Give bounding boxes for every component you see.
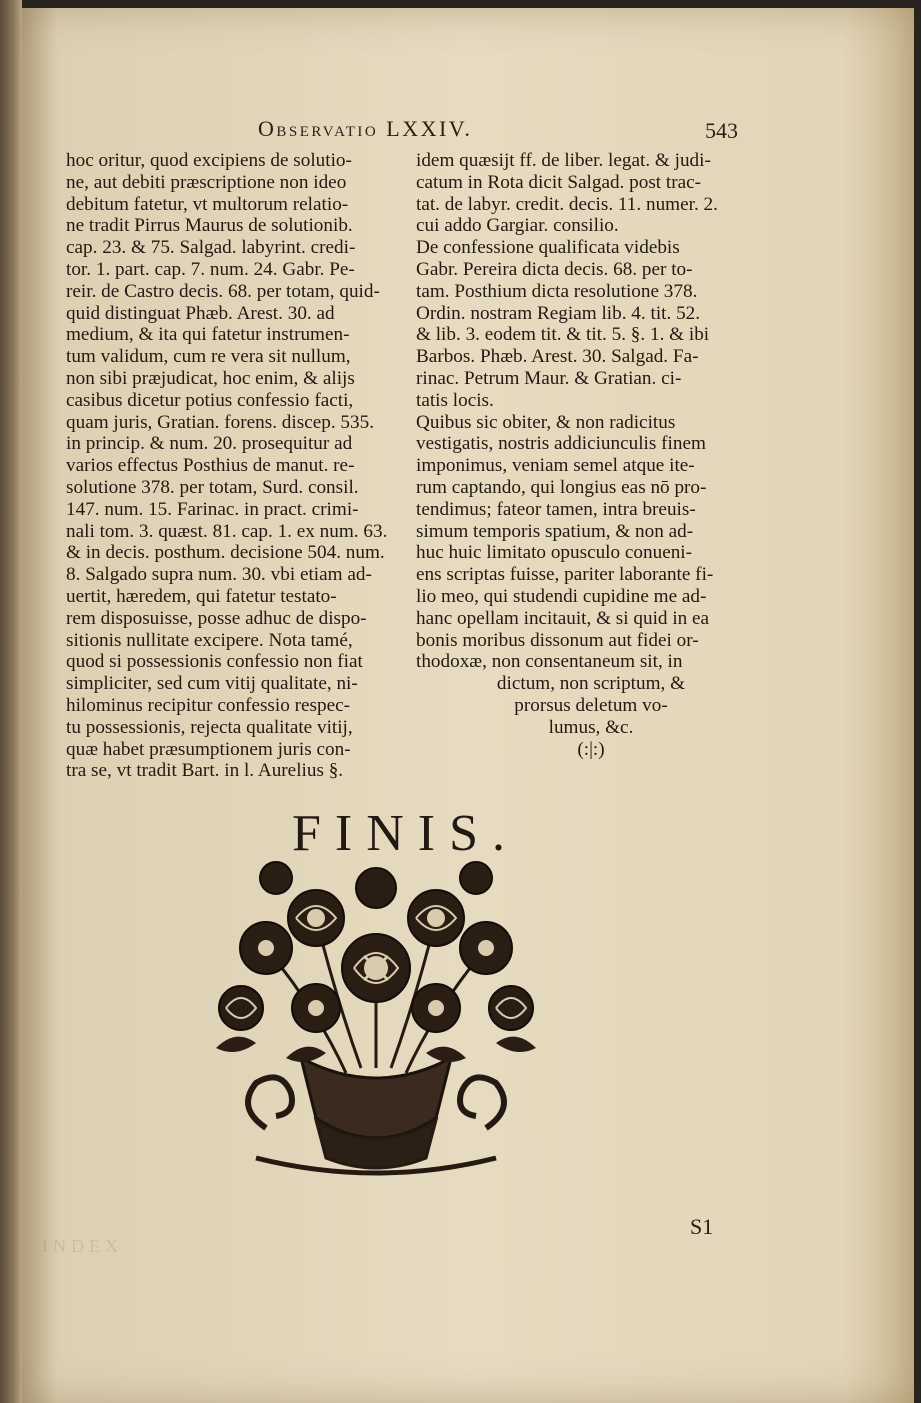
text-line: varios effectus Posthius de manut. re-: [66, 455, 355, 477]
text-line: cap. 23. & 75. Salgad. labyrint. credi-: [66, 237, 356, 259]
text-line: Gabr. Pereira dicta decis. 68. per to-: [416, 258, 693, 280]
text-line: tu possessionis, rejecta qualitate vitij,: [66, 716, 353, 738]
text-line: ne tradit Pirrus Maurus de solutionib.: [66, 215, 353, 237]
text-line: tor. 1. part. cap. 7. num. 24. Gabr. Pe-: [66, 258, 355, 280]
text-line: nali tom. 3. quæst. 81. cap. 1. ex num. 63.: [66, 520, 388, 542]
text-line: Quibus sic obiter, & non radicitus: [416, 411, 676, 433]
text-line: lio meo, qui studendi cupidine me ad-: [416, 585, 707, 607]
text-line: sitionis nullitate excipere. Nota tamé,: [66, 629, 353, 651]
text-line: Ordin. nostram Regiam lib. 4. tit. 52.: [416, 302, 701, 324]
text-line: quod si possessionis confessio non fiat: [66, 651, 363, 673]
text-line: ens scriptas fuisse, pariter laborante fi-: [416, 564, 714, 586]
text-line: uertit, hæredem, qui fatetur testato-: [66, 585, 337, 607]
text-line: tatis locis.: [416, 389, 494, 411]
book-spine-edge: [0, 0, 22, 1403]
text-line: & in decis. posthum. decisione 504. num.: [66, 542, 385, 564]
text-line: 147. num. 15. Farinac. in pract. crimi-: [66, 498, 359, 520]
right-text-column: [416, 150, 766, 760]
text-line: quid distinguat Phæb. Arest. 30. ad: [66, 302, 335, 324]
text-line: simpliciter, sed cum vitij qualitate, ni-: [66, 673, 358, 695]
text-line: solutione 378. per totam, Surd. consil.: [66, 476, 359, 498]
text-line: tam. Posthium dicta resolutione 378.: [416, 280, 698, 302]
text-line: dictum, non scriptum, &: [496, 673, 686, 695]
text-line: ne, aut debiti præscriptione non ideo: [66, 171, 347, 193]
text-line: tum validum, cum re vera sit nullum,: [66, 346, 351, 368]
text-line: debitum fatetur, vt multorum relatio-: [66, 193, 349, 215]
left-text-column: [66, 150, 392, 782]
floral-woodcut-ornament: [196, 858, 556, 1188]
text-line: vestigatis, nostris addiciunculis finem: [416, 433, 706, 455]
text-line: prorsus deletum vo-: [514, 694, 668, 716]
text-line: non sibi præjudicat, hoc enim, & alijs: [66, 367, 355, 389]
text-line: in princip. & num. 20. prosequitur ad: [66, 433, 353, 455]
finis-heading: FINIS.: [292, 805, 520, 862]
text-line: hoc oritur, quod excipiens de solutio-: [66, 150, 352, 171]
text-line: idem quæsijt ff. de liber. legat. & judi-: [416, 150, 711, 171]
page-title: Observatio LXXIV.: [258, 116, 473, 141]
text-line: quæ habet præsumptionem juris con-: [66, 738, 351, 760]
text-line: De confessione qualificata videbis: [416, 237, 680, 259]
running-header: [258, 112, 738, 150]
text-line: & lib. 3. eodem tit. & tit. 5. §. 1. & ibi: [416, 324, 710, 346]
text-line: catum in Rota dicit Salgad. post trac-: [416, 171, 702, 193]
signature-mark: S1: [690, 1214, 714, 1239]
text-line: casibus dicetur potius confessio facti,: [66, 389, 354, 411]
text-line: tra se, vt tradit Bart. in l. Aurelius §.: [66, 760, 344, 782]
text-line: rum captando, qui longius eas nō pro-: [416, 476, 707, 498]
text-line: 8. Salgado supra num. 30. vbi etiam ad-: [66, 564, 372, 586]
text-line: reir. de Castro decis. 68. per totam, quid-: [66, 280, 380, 302]
text-line: quam juris, Gratian. forens. discep. 535.: [66, 411, 374, 433]
text-line: rinac. Petrum Maur. & Gratian. ci-: [416, 367, 682, 389]
show-through-text: INDEX: [42, 1236, 123, 1256]
text-line: (:|:): [577, 738, 605, 760]
text-line: thodoxæ, non consentaneum sit, in: [416, 651, 683, 673]
page-number: 543: [705, 118, 738, 143]
text-line: simum temporis spatium, & non ad-: [416, 520, 694, 542]
text-line: tendimus; fateor tamen, intra breuis-: [416, 498, 696, 520]
text-line: hilominus recipitur confessio respec-: [66, 694, 350, 716]
text-line: lumus, &c.: [548, 716, 634, 738]
text-line: Barbos. Phæb. Arest. 30. Salgad. Fa-: [416, 346, 699, 368]
text-line: cui addo Gargiar. consilio.: [416, 215, 619, 237]
text-line: rem disposuisse, posse adhuc de dispo-: [66, 607, 367, 629]
text-line: imponimus, veniam semel atque ite-: [416, 455, 695, 477]
text-line: tat. de labyr. credit. decis. 11. numer. 2.: [416, 193, 718, 215]
text-line: medium, & ita qui fatetur instrumen-: [66, 324, 350, 346]
text-line: bonis moribus dissonum aut fidei or-: [416, 629, 699, 651]
text-line: hanc opellam incitauit, & si quid in ea: [416, 607, 710, 629]
text-line: huc huic limitato opusculo conueni-: [416, 542, 693, 564]
